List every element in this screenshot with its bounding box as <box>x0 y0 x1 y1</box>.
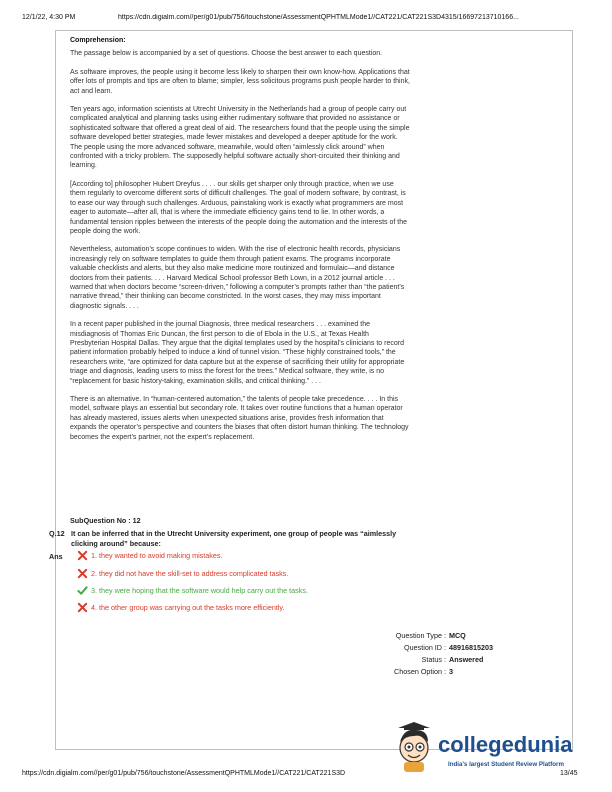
question-text: It can be inferred that in the Utrecht University experiment, one group of people was “aimlessly clicking around” because: <box>71 529 397 548</box>
option-text: 3. they were hoping that the software would help carry out the tasks. <box>91 586 308 595</box>
page-number: 13/45 <box>560 770 578 777</box>
comprehension-block <box>70 36 410 451</box>
cross-icon <box>76 550 89 561</box>
paragraph: In a recent paper published in the journal Diagnosis, three medical researchers . . . examined the misdiagnosis of Thomas Eric Duncan, the first person to die of Ebola in the U.S., at Texas Health Presbyterian Hospital Dallas. They argue that the digital templates used by the hospital’s clinicians to record patient information probably helped to induce a kind of tunnel vision. “These highly constrained tools,” the researchers write, “are optimized for data capture but at the expense of sacrificing their utility for appropriate triage and diagnosis, leading users to miss the forest for the trees.” Medical software, they write, is no “replacement for basic history-taking, examination skills, and critical thinking.” . . . <box>70 321 405 385</box>
paragraph: Ten years ago, information scientists at Utrecht University in the Netherlands had a group of people carry out complicated analytical and planning tasks using either rudimentary software that provided no assistance or sophisticated software that offered a great deal of aid. The researchers found that the people using the simple software developed better strategies, made fewer mistakes and developed a deeper aptitude for the work. The people using the more advanced software, meanwhile, would often “aimlessly click around” when confronted with a tricky problem. The supposedly helpful software actually short-circuited their thinking and learning. <box>70 106 410 170</box>
check-icon <box>76 585 89 596</box>
option-text: 1. they wanted to avoid making mistakes. <box>91 551 223 560</box>
collegedunia-logo <box>392 722 578 774</box>
meta-row: Chosen Option : 3 <box>394 667 453 676</box>
logo-tagline: India's largest Student Review Platform <box>448 761 564 768</box>
paragraph: [According to] philosopher Hubert Dreyfus . . . . our skills get sharper only through practice, when we use them regularly to overcome different sorts of difficult challenges. The goal of modern software, by contrast, is to ease our way through such challenges. Arduous, painstaking work is exactly what programmers are most eager to automate—after all, that is where the immediate efficiency gains tend to lie. In other words, a fundamental tension ripples between the interests of the people doing the automation and the interests of the people doing the work. <box>70 180 408 235</box>
meta-row: Status : Answered <box>421 655 484 664</box>
option-1 <box>76 550 222 561</box>
meta-row: Question Type : MCQ <box>395 631 466 640</box>
subquestion-label: SubQuestion No : 12 <box>70 516 141 525</box>
meta-row: Question ID : 48916815203 <box>404 643 493 652</box>
print-datetime: 12/1/22, 4:30 PM <box>22 14 76 21</box>
paragraph: Nevertheless, automation’s scope continues to widen. With the rise of electronic health records, physicians increasingly rely on software templates to guide them through patient exams. The programs incorporate valuable checklists and alerts, but they also make medicine more routinized and formulaic—and distance doctors from their patients. . . . Harvard Medical School professor Beth Lown, in a 2012 journal article . . . warned that when doctors become “screen-driven,” following a computer’s prompts rather than “the patient’s narrative thread,” their thinking can become constricted. In the worst cases, they may miss important diagnostic signals. . . . <box>70 246 405 310</box>
paragraph: The passage below is accompanied by a set of questions. Choose the best answer to each question. <box>70 50 383 58</box>
option-text: 4. the other group was carrying out the tasks more efficiently. <box>91 603 285 612</box>
mascot-icon <box>398 722 430 772</box>
question-meta <box>388 630 493 678</box>
paragraph: As software improves, the people using it become less likely to sharpen their own know-how. Applications that offer lots of prompts and tips are often to blame; simpler, less solicitous programs push people harder to think, act and learn. <box>70 68 410 95</box>
paragraph: There is an alternative. In “human-centered automation,” the talents of people take precedence. . . . In this model, software plays an essential but secondary role. It takes over routine functions that a human operator has already mastered, issues alerts when unexpected situations arise, provides fresh information that expands the operator’s perspective and counters the biases that often distort human thinking. The technology becomes the expert’s partner, not the expert’s replacement. <box>70 396 409 441</box>
print-header <box>22 14 590 21</box>
option-text: 2. they did not have the skill-set to address complicated tasks. <box>91 569 289 578</box>
logo-wordmark: collegedunia <box>438 732 573 757</box>
option-3 <box>76 585 308 596</box>
print-url: https://cdn.digialm.com//per/g01/pub/756/touchstone/AssessmentQPHTMLMode1//CAT221/CAT221S3D4315/16697213710166... <box>118 14 519 21</box>
option-2 <box>76 568 288 579</box>
cross-icon <box>76 602 89 613</box>
question-number: Q.12 <box>49 529 65 538</box>
print-footer-url: https://cdn.digialm.com//per/g01/pub/756/touchstone/AssessmentQPHTMLMode1//CAT221/CAT221S3D <box>22 770 346 777</box>
comprehension-title: Comprehension: <box>70 37 126 44</box>
option-4 <box>76 602 285 613</box>
cross-icon <box>76 568 89 579</box>
answer-label: Ans <box>49 552 63 561</box>
